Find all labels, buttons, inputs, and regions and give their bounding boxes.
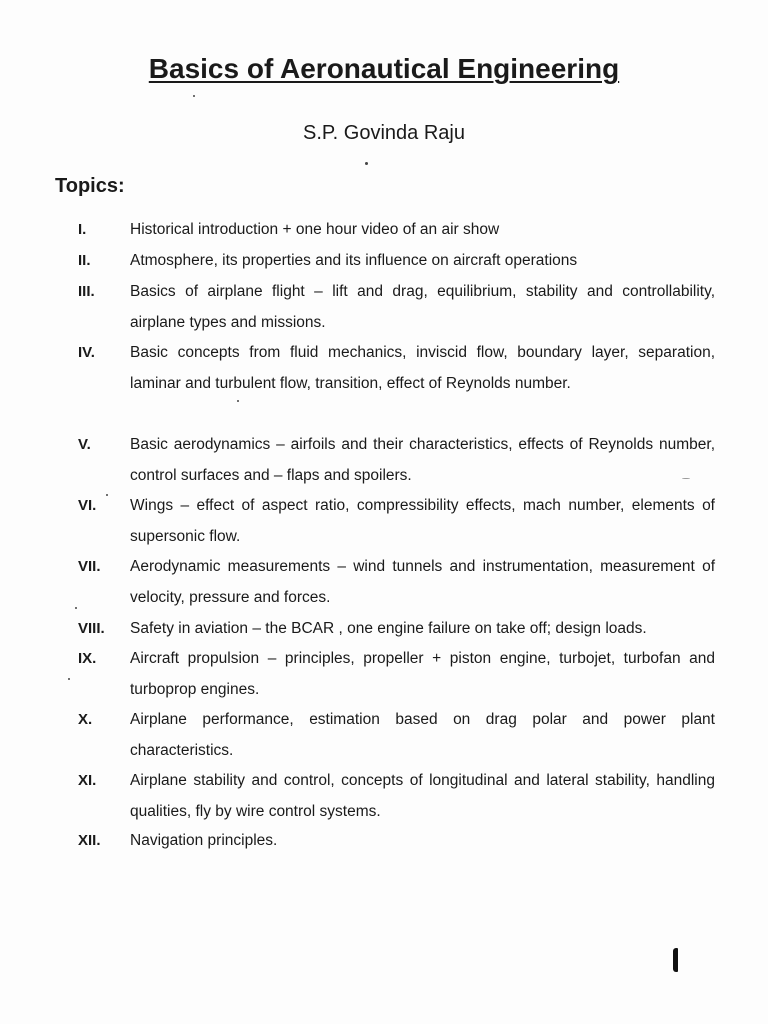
topic-numeral: VIII.	[78, 620, 105, 637]
topic-text: Basic concepts from fluid mechanics, inviscid flow, boundary layer, separation, laminar and turbulent flow, transition, effect of Reynolds number.	[130, 344, 715, 392]
topic-text: Airplane performance, estimation based on drag polar and power plant characteristics.	[130, 711, 715, 759]
topic-text: Safety in aviation – the BCAR , one engine failure on take off; design loads.	[130, 620, 647, 637]
topic-text: Historical introduction + one hour video of an air show	[130, 221, 500, 238]
document-title-text: Basics of Aeronautical Engineering	[148, 53, 620, 84]
topic-text: Wings – effect of aspect ratio, compressibility effects, mach number, elements of supersonic flow.	[130, 497, 715, 545]
scan-speck	[682, 478, 690, 479]
scan-speck	[237, 400, 239, 402]
topic-text: Airplane stability and control, concepts of longitudinal and lateral stability, handling qualities, fly by wire control systems.	[130, 772, 715, 820]
topic-numeral: X.	[78, 711, 93, 728]
topic-numeral: V.	[78, 436, 91, 453]
topic-text: Aircraft propulsion – principles, propeller + piston engine, turbojet, turbofan and turboprop engines.	[130, 650, 715, 698]
topic-numeral: I.	[78, 221, 87, 238]
scan-speck	[193, 95, 195, 97]
document-title	[0, 52, 768, 86]
topics-heading: Topics:	[55, 175, 125, 197]
topic-text: Basics of airplane flight – lift and drag, equilibrium, stability and controllability, airplane types and missions.	[130, 283, 715, 331]
topic-numeral: III.	[78, 283, 95, 300]
topic-text: Aerodynamic measurements – wind tunnels and instrumentation, measurement of velocity, pressure and forces.	[130, 558, 715, 606]
scan-speck	[75, 607, 77, 609]
scan-edge-mark	[673, 948, 678, 972]
topic-text: Navigation principles.	[130, 832, 278, 849]
topic-numeral: XII.	[78, 832, 101, 849]
document-author: S.P. Govinda Raju	[303, 122, 465, 144]
scan-speck	[106, 494, 108, 496]
topic-numeral: VI.	[78, 497, 97, 514]
topic-numeral: IV.	[78, 344, 95, 361]
scan-speck	[365, 162, 368, 165]
topic-numeral: XI.	[78, 772, 97, 789]
topic-text: Atmosphere, its properties and its influence on aircraft operations	[130, 252, 578, 269]
topic-numeral: II.	[78, 252, 91, 269]
scan-speck	[68, 678, 70, 680]
topic-numeral: IX.	[78, 650, 97, 667]
topic-text: Basic aerodynamics – airfoils and their characteristics, effects of Reynolds number, control surfaces and – flaps and spoilers.	[130, 436, 715, 484]
topic-numeral: VII.	[78, 558, 101, 575]
